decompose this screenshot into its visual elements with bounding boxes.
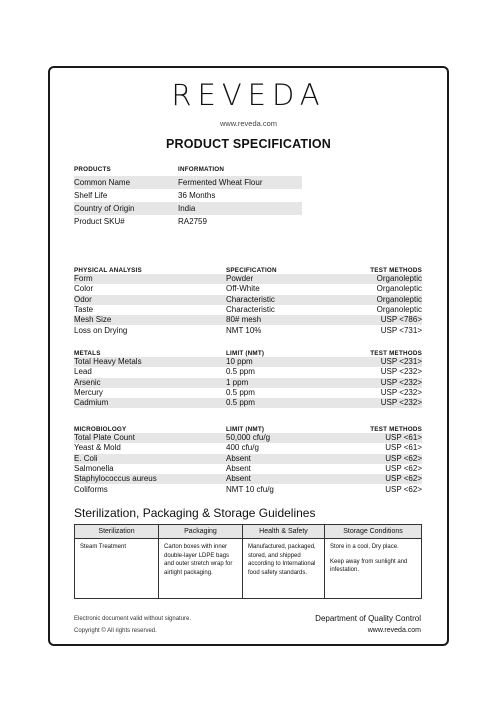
page-title: PRODUCT SPECIFICATION xyxy=(165,137,332,151)
test-method: USP <231> xyxy=(380,357,422,367)
specification: Powder xyxy=(226,274,254,284)
information-header-label: INFORMATION xyxy=(178,166,225,173)
health-safety-cell xyxy=(243,539,325,599)
brand-logo: REVEDA xyxy=(171,78,326,112)
metals-header xyxy=(74,347,422,357)
products-header xyxy=(74,166,302,176)
table-row xyxy=(74,484,422,494)
footer-note: Electronic document valid without signature. xyxy=(74,616,192,622)
product-value: Fermented Wheat Flour xyxy=(178,178,263,187)
footer-copyright: Copyright © All rights reserved. xyxy=(74,628,157,634)
table-row xyxy=(74,357,422,367)
parameter: Cadmium xyxy=(74,398,109,408)
column-header: PHYSICAL ANALYSIS xyxy=(74,267,142,274)
column-header: TEST METHODS xyxy=(370,350,422,357)
specification: NMT 10% xyxy=(226,325,262,335)
microbiology-table xyxy=(74,423,422,495)
limit: 10 ppm xyxy=(226,357,253,367)
parameter: Odor xyxy=(74,294,92,304)
product-field: Shelf Life xyxy=(74,191,108,200)
parameter: Form xyxy=(74,274,93,284)
column-header: MICROBIOLOGY xyxy=(74,426,127,433)
products-table xyxy=(74,166,302,228)
limit: 0.5 ppm xyxy=(226,398,255,408)
product-field: Product SKU# xyxy=(74,217,125,226)
test-method: USP <232> xyxy=(380,367,422,377)
column-header: Storage Conditions xyxy=(325,525,422,539)
table-row xyxy=(74,284,422,294)
brand-website[interactable]: www.reveda.com xyxy=(219,119,278,128)
products-row xyxy=(74,189,302,202)
parameter: Arsenic xyxy=(74,377,101,387)
parameter: Color xyxy=(74,284,94,294)
column-header: Sterilization xyxy=(75,525,159,539)
limit: 400 cfu/g xyxy=(226,443,259,453)
table-row xyxy=(74,464,422,474)
footer-website[interactable]: www.reveda.com xyxy=(367,627,421,634)
specification: Characteristic xyxy=(226,294,275,304)
limit: NMT 10 cfu/g xyxy=(226,484,274,494)
table-row xyxy=(74,325,422,335)
limit: 0.5 ppm xyxy=(226,367,255,377)
test-method: Organoleptic xyxy=(376,305,422,315)
table-row xyxy=(74,474,422,484)
test-method: USP <786> xyxy=(380,315,422,325)
guidelines-header-row xyxy=(75,525,422,539)
physical-analysis-header xyxy=(74,264,422,274)
test-method: USP <232> xyxy=(380,388,422,398)
storage-text: Store in a cool, Dry place. xyxy=(330,544,399,550)
table-row xyxy=(74,305,422,315)
parameter: Staphylococcus aureus xyxy=(74,474,157,484)
physical-analysis-table xyxy=(74,264,422,336)
parameter: Mercury xyxy=(74,388,103,398)
storage-text: Keep away from sunlight and infestation. xyxy=(330,558,408,573)
footer-department: Department of Quality Control xyxy=(315,614,421,623)
column-header: Packaging xyxy=(159,525,243,539)
column-header: TEST METHODS xyxy=(370,426,422,433)
test-method: USP <62> xyxy=(385,474,422,484)
specification: Off-White xyxy=(226,284,260,294)
limit: 1 ppm xyxy=(226,377,249,387)
guidelines-row xyxy=(75,539,422,599)
specification: Characteristic xyxy=(226,305,275,315)
parameter: Loss on Drying xyxy=(74,325,128,335)
microbiology-header xyxy=(74,423,422,433)
table-row xyxy=(74,443,422,453)
parameter: Mesh Size xyxy=(74,315,112,325)
table-row xyxy=(74,367,422,377)
column-header: METALS xyxy=(74,350,101,357)
limit: Absent xyxy=(226,464,251,474)
column-header: TEST METHODS xyxy=(370,267,422,274)
test-method: Organoleptic xyxy=(376,294,422,304)
packaging-cell xyxy=(159,539,243,599)
test-method: USP <731> xyxy=(380,325,422,335)
parameter: Yeast & Mold xyxy=(74,443,121,453)
products-header-label: PRODUCTS xyxy=(74,166,111,173)
table-row xyxy=(74,274,422,284)
parameter: Salmonella xyxy=(74,464,114,474)
test-method: USP <61> xyxy=(385,443,422,453)
specification: 80# mesh xyxy=(226,315,262,325)
parameter: E. Coli xyxy=(74,453,98,463)
limit: 0.5 ppm xyxy=(226,388,255,398)
sterilization-text: Steam Treatment xyxy=(80,544,127,550)
column-header: Health & Safety xyxy=(243,525,325,539)
column-header: SPECIFICATION xyxy=(226,267,277,274)
product-field: Common Name xyxy=(74,178,131,187)
column-header: LIMIT (NMT) xyxy=(226,426,265,433)
test-method: Organoleptic xyxy=(376,274,422,284)
health-safety-text: Manufactured, packaged, stored, and shipped according to International food safety standards. xyxy=(248,544,316,576)
product-value: RA2759 xyxy=(178,217,207,226)
table-row xyxy=(74,378,422,388)
test-method: Organoleptic xyxy=(376,284,422,294)
limit: Absent xyxy=(226,453,251,463)
test-method: USP <62> xyxy=(385,464,422,474)
table-row xyxy=(74,295,422,305)
table-row xyxy=(74,454,422,464)
parameter: Taste xyxy=(74,305,94,315)
table-row xyxy=(74,433,422,443)
metals-table xyxy=(74,347,422,408)
products-row xyxy=(74,215,302,228)
column-header: LIMIT (NMT) xyxy=(226,350,265,357)
specification-sheet xyxy=(48,66,449,646)
test-method: USP <232> xyxy=(380,377,422,387)
packaging-text: Carton boxes with inner double-layer LDPE bags and outer stretch wrap for airtight packaging. xyxy=(164,544,233,576)
table-row xyxy=(74,315,422,325)
parameter: Total Heavy Metals xyxy=(74,357,142,367)
parameter: Total Plate Count xyxy=(74,433,135,443)
limit: 50,000 cfu/g xyxy=(226,433,271,443)
product-value: India xyxy=(178,204,196,213)
product-field: Country of Origin xyxy=(74,204,135,213)
storage-conditions-cell xyxy=(325,539,422,599)
products-row xyxy=(74,176,302,189)
test-method: USP <62> xyxy=(385,453,422,463)
guidelines-table xyxy=(74,524,422,599)
parameter: Lead xyxy=(74,367,92,377)
product-value: 36 Months xyxy=(178,191,216,200)
test-method: USP <232> xyxy=(380,398,422,408)
test-method: USP <61> xyxy=(385,433,422,443)
limit: Absent xyxy=(226,474,251,484)
products-row xyxy=(74,202,302,215)
sterilization-cell xyxy=(75,539,159,599)
table-row xyxy=(74,388,422,398)
test-method: USP <62> xyxy=(385,484,422,494)
guidelines-title: Sterilization, Packaging & Storage Guidelines xyxy=(74,506,316,520)
parameter: Coliforms xyxy=(74,484,108,494)
table-row xyxy=(74,398,422,408)
